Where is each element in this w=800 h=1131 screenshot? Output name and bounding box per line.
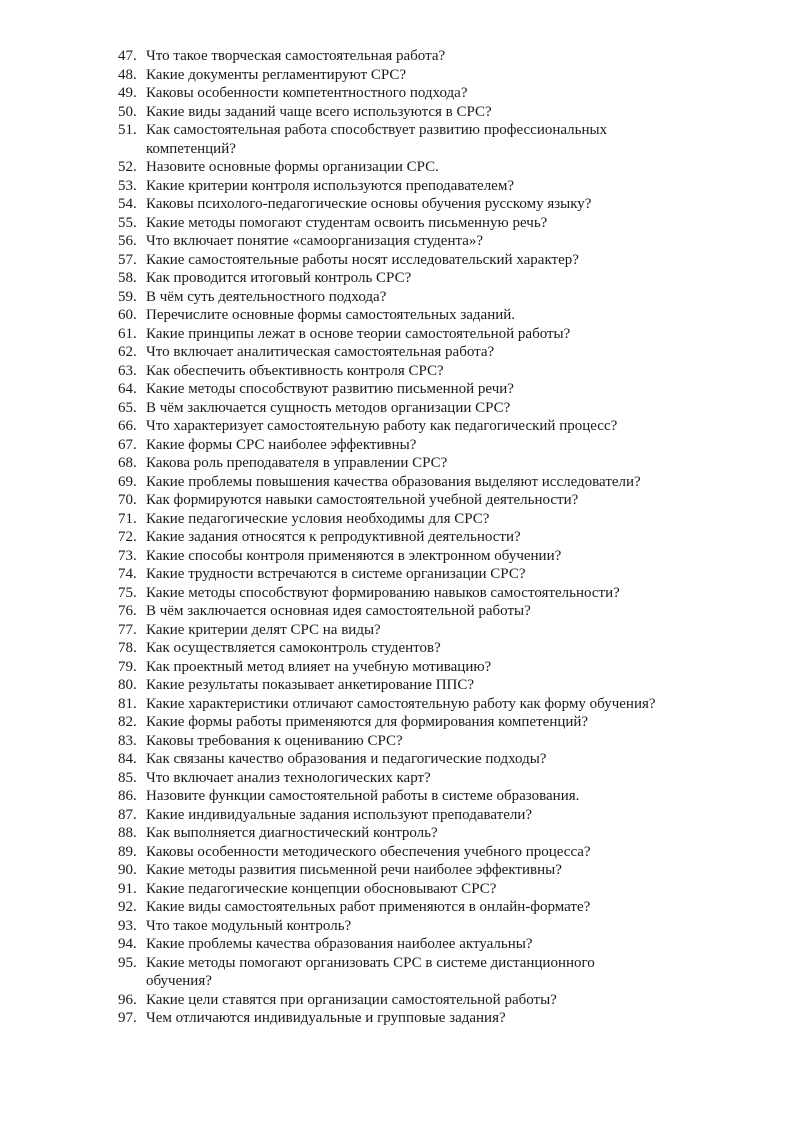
question-text-line: Что такое модульный контроль? bbox=[146, 917, 352, 934]
question-number: 82. bbox=[118, 714, 137, 730]
question-text bbox=[146, 232, 708, 251]
question-item bbox=[118, 935, 708, 954]
question-text bbox=[146, 787, 708, 806]
question-text bbox=[146, 954, 708, 991]
question-item bbox=[118, 824, 708, 843]
question-text-line: Какие принципы лежат в основе теории самостоятельной работы? bbox=[146, 325, 571, 342]
question-number: 89. bbox=[118, 843, 137, 860]
question-text bbox=[146, 824, 708, 843]
question-text bbox=[146, 695, 708, 714]
question-item bbox=[118, 436, 708, 455]
question-text-line: Перечислите основные формы самостоятельных заданий. bbox=[146, 307, 516, 323]
question-text-line: Какие характеристики отличают самостоятельную работу как форму обучения? bbox=[146, 695, 656, 712]
question-number: 48. bbox=[118, 66, 137, 83]
question-text-line: Какие методы способствуют формированию навыков самостоятельности? bbox=[146, 584, 620, 601]
question-text bbox=[146, 251, 708, 270]
question-text bbox=[146, 214, 708, 233]
question-item bbox=[118, 232, 708, 251]
question-text-line: Какие самостоятельные работы носят исследовательский характер? bbox=[146, 251, 579, 268]
question-item bbox=[118, 676, 708, 695]
question-number: 75. bbox=[118, 584, 137, 601]
question-text-line: Каковы требования к оцениванию СРС? bbox=[146, 732, 403, 749]
question-item bbox=[118, 565, 708, 584]
question-number: 59. bbox=[118, 288, 137, 305]
question-text bbox=[146, 399, 708, 418]
question-number: 49. bbox=[118, 85, 137, 101]
question-text bbox=[146, 84, 708, 103]
question-number: 72. bbox=[118, 529, 137, 545]
question-item bbox=[118, 417, 708, 436]
question-number: 68. bbox=[118, 455, 137, 471]
question-number: 69. bbox=[118, 473, 137, 490]
question-number: 97. bbox=[118, 1010, 137, 1026]
question-text-line: Какие результаты показывает анкетирование ППС? bbox=[146, 677, 475, 693]
question-item bbox=[118, 898, 708, 917]
question-text-line: Какие способы контроля применяются в электронном обучении? bbox=[146, 547, 562, 564]
question-number: 47. bbox=[118, 48, 137, 64]
question-item bbox=[118, 399, 708, 418]
question-text-line: Какие проблемы качества образования наиболее актуальны? bbox=[146, 936, 533, 952]
question-text bbox=[146, 584, 708, 603]
question-number: 74. bbox=[118, 566, 137, 582]
question-text-line: Как связаны качество образования и педагогические подходы? bbox=[146, 751, 547, 767]
question-text bbox=[146, 917, 708, 936]
question-text bbox=[146, 306, 708, 325]
question-item bbox=[118, 713, 708, 732]
question-text-line: Какие критерии контроля используются преподавателем? bbox=[146, 177, 514, 194]
question-item bbox=[118, 1009, 708, 1028]
question-text-line: Что включает понятие «самоорганизация студента»? bbox=[146, 233, 484, 249]
question-number: 71. bbox=[118, 510, 137, 527]
question-text bbox=[146, 732, 708, 751]
question-item bbox=[118, 214, 708, 233]
question-item bbox=[118, 158, 708, 177]
question-number: 79. bbox=[118, 658, 137, 675]
question-text bbox=[146, 528, 708, 547]
question-text-line: обучения? bbox=[146, 973, 212, 989]
question-item bbox=[118, 473, 708, 492]
question-number: 94. bbox=[118, 936, 137, 952]
question-number: 87. bbox=[118, 806, 137, 823]
question-number: 56. bbox=[118, 233, 137, 249]
question-text-line: Назовите функции самостоятельной работы в системе образования. bbox=[146, 788, 580, 804]
question-item bbox=[118, 177, 708, 196]
question-text-line: Какие виды заданий чаще всего используются в СРС? bbox=[146, 103, 492, 120]
question-number: 67. bbox=[118, 436, 137, 453]
question-number: 58. bbox=[118, 270, 137, 286]
question-number: 73. bbox=[118, 547, 137, 564]
question-text-line: Какие педагогические условия необходимы для СРС? bbox=[146, 510, 490, 527]
question-text-line: Какие методы развития письменной речи наиболее эффективны? bbox=[146, 862, 562, 878]
question-number: 65. bbox=[118, 399, 137, 416]
question-text bbox=[146, 510, 708, 529]
question-item bbox=[118, 806, 708, 825]
question-text-line: Как осуществляется самоконтроль студентов? bbox=[146, 640, 441, 656]
question-text-line: Как проектный метод влияет на учебную мотивацию? bbox=[146, 658, 492, 675]
question-item bbox=[118, 750, 708, 769]
question-text bbox=[146, 473, 708, 492]
question-text-line: Как обеспечить объективность контроля СРС? bbox=[146, 362, 444, 379]
question-text-line: В чём заключается основная идея самостоятельной работы? bbox=[146, 603, 531, 619]
question-text-line: Какие индивидуальные задания используют преподаватели? bbox=[146, 806, 533, 823]
question-text-line: Какие формы работы применяются для формирования компетенций? bbox=[146, 714, 589, 730]
question-text bbox=[146, 491, 708, 510]
question-number: 76. bbox=[118, 603, 137, 619]
question-text-line: Как проводится итоговый контроль СРС? bbox=[146, 270, 412, 286]
question-text bbox=[146, 177, 708, 196]
question-text-line: Какие методы помогают организовать СРС в системе дистанционного bbox=[146, 954, 595, 971]
question-item bbox=[118, 639, 708, 658]
question-text bbox=[146, 195, 708, 214]
question-number: 53. bbox=[118, 177, 137, 194]
question-number: 84. bbox=[118, 751, 137, 767]
question-number: 81. bbox=[118, 695, 137, 712]
question-text bbox=[146, 676, 708, 695]
question-text bbox=[146, 1009, 708, 1028]
question-item bbox=[118, 84, 708, 103]
question-item bbox=[118, 732, 708, 751]
question-item bbox=[118, 380, 708, 399]
question-text bbox=[146, 880, 708, 899]
question-text-line: Как формируются навыки самостоятельной учебной деятельности? bbox=[146, 492, 579, 508]
question-item bbox=[118, 769, 708, 788]
question-text bbox=[146, 436, 708, 455]
question-item bbox=[118, 103, 708, 122]
question-item bbox=[118, 658, 708, 677]
question-item bbox=[118, 288, 708, 307]
question-text-line: Какие задания относятся к репродуктивной деятельности? bbox=[146, 529, 521, 545]
question-item bbox=[118, 991, 708, 1010]
question-number: 80. bbox=[118, 677, 137, 693]
question-number: 57. bbox=[118, 251, 137, 268]
question-text bbox=[146, 565, 708, 584]
question-text-line: Что такое творческая самостоятельная работа? bbox=[146, 48, 446, 64]
question-number: 77. bbox=[118, 621, 137, 638]
question-item bbox=[118, 954, 708, 991]
question-number: 52. bbox=[118, 159, 137, 175]
question-number: 61. bbox=[118, 325, 137, 342]
question-text bbox=[146, 325, 708, 344]
question-text-line: Чем отличаются индивидуальные и групповые задания? bbox=[146, 1010, 506, 1026]
question-text-line: Какие документы регламентируют СРС? bbox=[146, 66, 407, 83]
question-number: 85. bbox=[118, 769, 137, 786]
question-number: 86. bbox=[118, 788, 137, 804]
question-text bbox=[146, 380, 708, 399]
question-text bbox=[146, 103, 708, 122]
question-text bbox=[146, 343, 708, 362]
question-item bbox=[118, 343, 708, 362]
question-number: 64. bbox=[118, 381, 137, 397]
question-text bbox=[146, 991, 708, 1010]
question-text bbox=[146, 121, 708, 158]
question-item bbox=[118, 695, 708, 714]
question-number: 63. bbox=[118, 362, 137, 379]
question-list bbox=[118, 47, 708, 1028]
question-item bbox=[118, 621, 708, 640]
question-number: 60. bbox=[118, 307, 137, 323]
question-number: 55. bbox=[118, 214, 137, 231]
question-text-line: Какова роль преподавателя в управлении СРС? bbox=[146, 455, 448, 471]
question-text-line: компетенций? bbox=[146, 140, 236, 157]
question-text-line: Что характеризует самостоятельную работу как педагогический процесс? bbox=[146, 418, 618, 434]
question-text bbox=[146, 288, 708, 307]
question-text-line: Какие методы способствуют развитию письменной речи? bbox=[146, 381, 514, 397]
question-number: 50. bbox=[118, 103, 137, 120]
question-item bbox=[118, 602, 708, 621]
question-item bbox=[118, 121, 708, 158]
question-item bbox=[118, 843, 708, 862]
question-item bbox=[118, 528, 708, 547]
question-text-line: Какие критерии делят СРС на виды? bbox=[146, 621, 381, 638]
question-item bbox=[118, 325, 708, 344]
question-text-line: Какие методы помогают студентам освоить письменную речь? bbox=[146, 214, 548, 231]
question-text-line: Какие цели ставятся при организации самостоятельной работы? bbox=[146, 991, 557, 1008]
question-text bbox=[146, 454, 708, 473]
question-number: 95. bbox=[118, 954, 137, 971]
question-item bbox=[118, 195, 708, 214]
question-text bbox=[146, 417, 708, 436]
question-item bbox=[118, 510, 708, 529]
question-text bbox=[146, 66, 708, 85]
question-number: 91. bbox=[118, 880, 137, 897]
question-item bbox=[118, 547, 708, 566]
question-text bbox=[146, 602, 708, 621]
question-text bbox=[146, 639, 708, 658]
question-item bbox=[118, 584, 708, 603]
question-text-line: Как самостоятельная работа способствует развитию профессиональных bbox=[146, 122, 608, 138]
question-text bbox=[146, 861, 708, 880]
question-text bbox=[146, 269, 708, 288]
question-text bbox=[146, 769, 708, 788]
question-text-line: Что включает анализ технологических карт? bbox=[146, 769, 431, 786]
question-text-line: Что включает аналитическая самостоятельная работа? bbox=[146, 344, 495, 360]
question-text bbox=[146, 898, 708, 917]
question-text-line: Каковы особенности компетентностного подхода? bbox=[146, 85, 468, 101]
question-number: 70. bbox=[118, 492, 137, 508]
question-text bbox=[146, 935, 708, 954]
question-text bbox=[146, 806, 708, 825]
question-item bbox=[118, 251, 708, 270]
question-text-line: Назовите основные формы организации СРС. bbox=[146, 159, 439, 175]
question-text bbox=[146, 547, 708, 566]
question-text-line: Как выполняется диагностический контроль? bbox=[146, 825, 438, 841]
question-number: 83. bbox=[118, 732, 137, 749]
question-item bbox=[118, 917, 708, 936]
question-number: 51. bbox=[118, 122, 137, 138]
question-text-line: Какие виды самостоятельных работ применяются в онлайн-формате? bbox=[146, 899, 591, 915]
question-item bbox=[118, 787, 708, 806]
question-number: 92. bbox=[118, 899, 137, 915]
question-text-line: Каковы особенности методического обеспечения учебного процесса? bbox=[146, 843, 591, 860]
question-number: 78. bbox=[118, 640, 137, 656]
question-text bbox=[146, 750, 708, 769]
question-text bbox=[146, 713, 708, 732]
question-number: 96. bbox=[118, 991, 137, 1008]
question-number: 93. bbox=[118, 917, 137, 934]
question-text bbox=[146, 362, 708, 381]
question-item bbox=[118, 269, 708, 288]
question-text bbox=[146, 843, 708, 862]
question-text-line: В чём заключается сущность методов организации СРС? bbox=[146, 399, 511, 416]
question-item bbox=[118, 47, 708, 66]
question-number: 62. bbox=[118, 344, 137, 360]
question-text bbox=[146, 621, 708, 640]
question-text-line: Какие проблемы повышения качества образования выделяют исследователи? bbox=[146, 473, 641, 490]
question-text-line: Какие формы СРС наиболее эффективны? bbox=[146, 436, 417, 453]
question-number: 88. bbox=[118, 825, 137, 841]
question-item bbox=[118, 861, 708, 880]
question-item bbox=[118, 454, 708, 473]
question-text bbox=[146, 158, 708, 177]
question-text bbox=[146, 47, 708, 66]
question-item bbox=[118, 362, 708, 381]
question-text-line: В чём суть деятельностного подхода? bbox=[146, 288, 387, 305]
question-number: 54. bbox=[118, 196, 137, 212]
question-number: 90. bbox=[118, 862, 137, 878]
question-item bbox=[118, 306, 708, 325]
question-text-line: Какие педагогические концепции обосновывают СРС? bbox=[146, 880, 497, 897]
question-item bbox=[118, 880, 708, 899]
question-text bbox=[146, 658, 708, 677]
question-item bbox=[118, 66, 708, 85]
question-number: 66. bbox=[118, 418, 137, 434]
question-item bbox=[118, 491, 708, 510]
question-text-line: Какие трудности встречаются в системе организации СРС? bbox=[146, 566, 526, 582]
question-text-line: Каковы психолого-педагогические основы обучения русскому языку? bbox=[146, 196, 592, 212]
